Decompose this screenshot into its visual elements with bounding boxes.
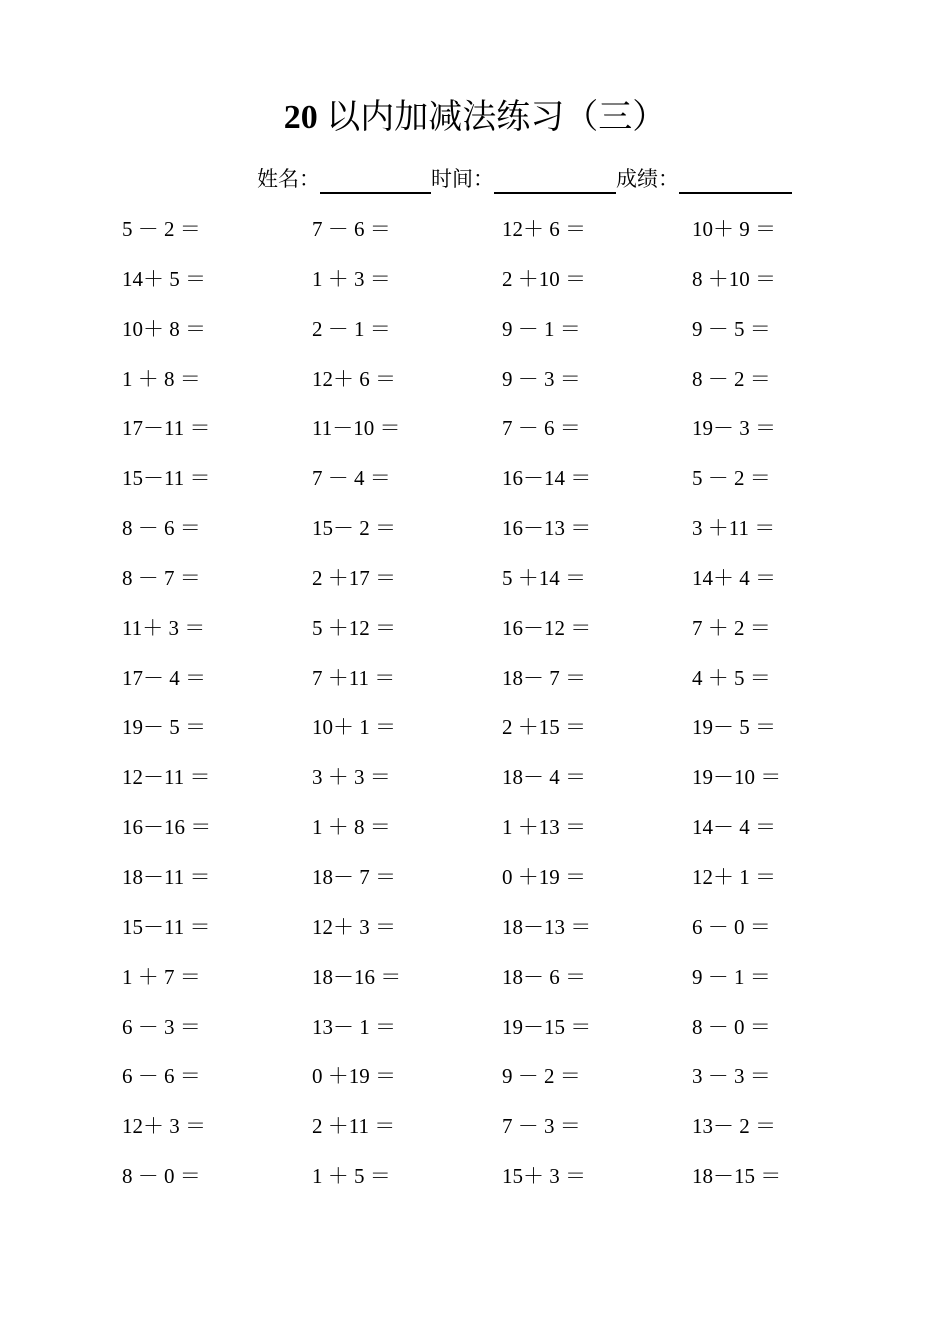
- problem-item: 7 ＋ 2 ＝: [692, 615, 771, 640]
- problem-item: 2 ＋11 ＝: [312, 1114, 396, 1139]
- problem-grid: [122, 210, 882, 1207]
- problem-item: 14＋ 5 ＝: [122, 266, 206, 291]
- problem-item: 15－11 ＝: [122, 914, 211, 939]
- problem-item: 16－16 ＝: [122, 815, 212, 840]
- problem-item: 1 ＋ 8 ＝: [122, 366, 201, 391]
- problem-item: 18－ 7 ＝: [502, 665, 586, 690]
- score-label: 成绩：: [616, 167, 679, 191]
- title-number: 20: [283, 99, 318, 136]
- problem-item: 4 ＋ 5 ＝: [692, 665, 771, 690]
- problem-item: 11－10 ＝: [312, 416, 401, 441]
- problem-item: 9 － 1 ＝: [692, 964, 771, 989]
- problem-item: 16－13 ＝: [502, 516, 592, 541]
- problem-item: 18－11 ＝: [122, 864, 211, 889]
- problem-item: 5 － 2 ＝: [692, 466, 771, 491]
- problem-item: 5 － 2 ＝: [122, 217, 201, 241]
- problem-item: 0 ＋19 ＝: [502, 864, 586, 889]
- problem-item: 1 ＋ 8 ＝: [312, 815, 391, 840]
- problem-item: 19－10 ＝: [692, 765, 782, 790]
- problem-item: 5 ＋14 ＝: [502, 565, 586, 590]
- problem-item: 7 － 3 ＝: [502, 1114, 581, 1139]
- time-label: 时间：: [431, 167, 494, 191]
- problem-item: 3 ＋11 ＝: [692, 516, 776, 541]
- page-title: [0, 96, 950, 140]
- problem-item: 17－11 ＝: [122, 416, 211, 441]
- problem-item: 19－15 ＝: [502, 1014, 592, 1039]
- problem-item: 3 ＋ 3 ＝: [312, 765, 391, 790]
- problem-item: 6 － 0 ＝: [692, 914, 771, 939]
- problem-item: 12－11 ＝: [122, 765, 211, 790]
- problem-item: 19－ 5 ＝: [692, 715, 776, 740]
- problem-item: 7 － 6 ＝: [502, 416, 581, 441]
- problem-item: 12＋ 6 ＝: [312, 366, 396, 391]
- problem-item: 7 ＋11 ＝: [312, 665, 396, 690]
- problem-item: 18－ 7 ＝: [312, 864, 396, 889]
- problem-item: 15－11 ＝: [122, 466, 211, 491]
- problem-item: 9 － 3 ＝: [502, 366, 581, 391]
- score-blank[interactable]: [679, 164, 792, 194]
- problem-item: 18－ 6 ＝: [502, 964, 586, 989]
- problem-item: 7 － 6 ＝: [312, 217, 391, 241]
- problem-item: 14－ 4 ＝: [692, 815, 776, 840]
- problem-item: 19－ 3 ＝: [692, 416, 776, 441]
- problem-item: 11＋ 3 ＝: [122, 615, 206, 640]
- problem-item: 0 ＋19 ＝: [312, 1064, 396, 1089]
- problem-item: 18－16 ＝: [312, 964, 402, 989]
- problem-item: 8 － 0 ＝: [122, 1164, 201, 1189]
- problem-item: 12＋ 3 ＝: [122, 1114, 206, 1139]
- problem-item: 2 ＋10 ＝: [502, 266, 586, 291]
- problem-item: 8 － 2 ＝: [692, 366, 771, 391]
- problem-item: 9 － 2 ＝: [502, 1064, 581, 1089]
- problem-item: 10＋ 8 ＝: [122, 316, 206, 341]
- title-text: 以内加减法练习（三）: [317, 99, 667, 136]
- problem-item: 3 － 3 ＝: [692, 1064, 771, 1089]
- problem-item: 2 ＋15 ＝: [502, 715, 586, 740]
- problem-item: 9 － 5 ＝: [692, 316, 771, 341]
- problem-item: 15＋ 3 ＝: [502, 1164, 586, 1189]
- problem-item: 2 － 1 ＝: [312, 316, 391, 341]
- name-label: 姓名：: [257, 167, 320, 191]
- problem-item: 8 － 7 ＝: [122, 565, 201, 590]
- problem-item: 1 ＋ 7 ＝: [122, 964, 201, 989]
- problem-item: 13－ 2 ＝: [692, 1114, 776, 1139]
- problem-item: 6 － 6 ＝: [122, 1064, 201, 1089]
- problem-item: 12＋ 3 ＝: [312, 914, 396, 939]
- problem-item: 16－14 ＝: [502, 466, 592, 491]
- problem-item: 13－ 1 ＝: [312, 1014, 396, 1039]
- problem-item: 12＋ 1 ＝: [692, 864, 776, 889]
- problem-item: 16－12 ＝: [502, 615, 592, 640]
- problem-item: 2 ＋17 ＝: [312, 565, 396, 590]
- problem-item: 18－15 ＝: [692, 1164, 782, 1189]
- problem-item: 15－ 2 ＝: [312, 516, 396, 541]
- problem-item: 5 ＋12 ＝: [312, 615, 396, 640]
- problem-item: 10＋ 9 ＝: [692, 217, 776, 241]
- problem-item: 1 ＋ 5 ＝: [312, 1164, 391, 1189]
- name-blank[interactable]: [320, 164, 431, 194]
- problem-item: 10＋ 1 ＝: [312, 715, 396, 740]
- problem-item: 19－ 5 ＝: [122, 715, 206, 740]
- problem-item: 8 － 6 ＝: [122, 516, 201, 541]
- problem-item: 6 － 3 ＝: [122, 1014, 201, 1039]
- problem-item: 14＋ 4 ＝: [692, 565, 776, 590]
- problem-item: 8 － 0 ＝: [692, 1014, 771, 1039]
- problem-item: 12＋ 6 ＝: [502, 217, 586, 241]
- student-info: [257, 164, 792, 194]
- problem-item: 7 － 4 ＝: [312, 466, 391, 491]
- problem-item: 9 － 1 ＝: [502, 316, 581, 341]
- problem-item: 1 ＋13 ＝: [502, 815, 586, 840]
- problem-item: 17－ 4 ＝: [122, 665, 206, 690]
- problem-item: 18－ 4 ＝: [502, 765, 586, 790]
- problem-item: 1 ＋ 3 ＝: [312, 266, 391, 291]
- time-blank[interactable]: [494, 164, 616, 194]
- problem-item: 8 ＋10 ＝: [692, 266, 776, 291]
- problem-item: 18－13 ＝: [502, 914, 592, 939]
